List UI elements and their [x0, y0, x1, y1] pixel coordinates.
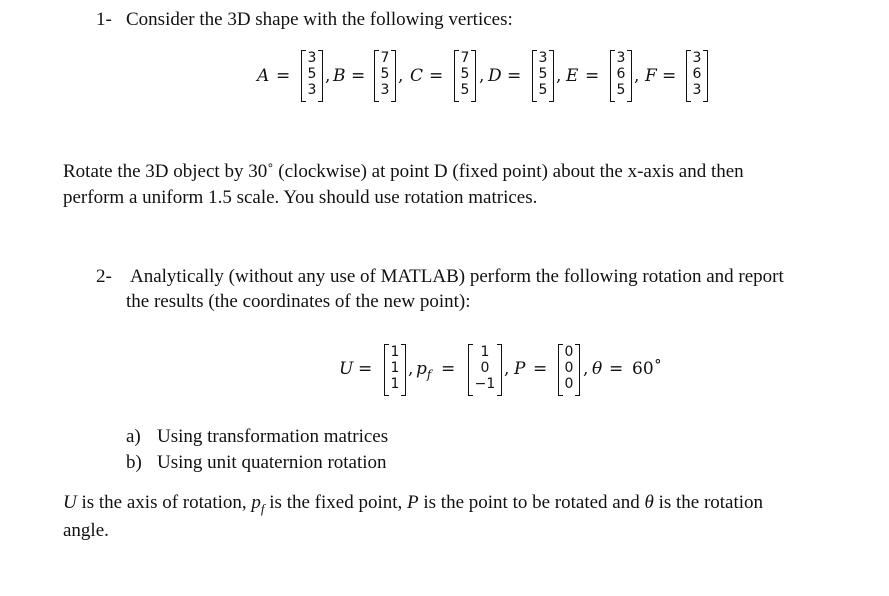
- description-line-2: angle.: [63, 520, 109, 541]
- vertex-b-vector: [374, 50, 396, 102]
- equals-sign: =: [662, 66, 677, 86]
- vector-entry: 3: [692, 82, 702, 98]
- vector-entry: 5: [460, 66, 470, 82]
- vector-entry: 6: [616, 66, 626, 82]
- equals-sign: =: [276, 66, 291, 86]
- comma: ,: [634, 66, 640, 86]
- vector-entry: 3: [692, 50, 702, 66]
- vector-entry: 1: [390, 344, 400, 360]
- point-p-label: P: [514, 359, 526, 379]
- vertex-d-label: D: [488, 66, 502, 86]
- point-p-vector: [558, 344, 580, 396]
- axis-u-label: U: [339, 359, 354, 379]
- q1-task-line-1: Rotate the 3D object by 30˚ (clockwise) at point D (fixed point) about the x-axis and then: [63, 161, 744, 182]
- q2-line-2: the results (the coordinates of the new point):: [126, 291, 471, 312]
- vertex-b-label: B: [333, 66, 346, 86]
- vector-entry: 3: [307, 50, 317, 66]
- equals-sign: =: [441, 359, 456, 379]
- vector-entry: 7: [460, 50, 470, 66]
- comma: ,: [398, 66, 404, 86]
- equals-sign: =: [429, 66, 444, 86]
- vector-entry: 0: [564, 344, 574, 360]
- comma: ,: [408, 359, 414, 379]
- vertex-c-vector: [454, 50, 476, 102]
- desc-text: is the point to be rotated and: [418, 492, 645, 513]
- vector-entry: 1: [390, 376, 400, 392]
- vertex-f-vector: [686, 50, 708, 102]
- vertex-f-label: F: [645, 66, 657, 86]
- vector-entry: 0: [564, 376, 574, 392]
- vertex-e-vector: [610, 50, 632, 102]
- desc-p: p: [251, 492, 261, 513]
- vertex-a-label: A: [257, 66, 270, 86]
- comma: ,: [325, 66, 331, 86]
- vector-entry: 5: [616, 82, 626, 98]
- desc-sub: f: [260, 500, 265, 516]
- description-line-1: [63, 490, 763, 522]
- vector-entry: 3: [616, 50, 626, 66]
- axis-u-vector: [384, 344, 406, 396]
- equals-sign: =: [351, 66, 366, 86]
- q1-task-line-2: perform a uniform 1.5 scale. You should use rotation matrices.: [63, 187, 538, 208]
- comma: ,: [479, 66, 485, 86]
- vector-entry: 5: [538, 82, 548, 98]
- vertex-a-vector: [301, 50, 323, 102]
- item-a-label: a): [126, 426, 141, 447]
- vector-entry: 3: [538, 50, 548, 66]
- vector-entry: 3: [380, 82, 390, 98]
- desc-u: U: [63, 492, 77, 513]
- vertex-d-vector: [532, 50, 554, 102]
- fixed-point-subscript: f: [426, 367, 432, 382]
- equals-sign: =: [507, 66, 522, 86]
- item-a-text: Using transformation matrices: [157, 426, 389, 447]
- comma: ,: [583, 359, 589, 379]
- vector-entry: 6: [692, 66, 702, 82]
- desc-p-upper: P: [407, 492, 419, 513]
- vector-entry: 0: [480, 360, 490, 376]
- vector-entry: 3: [307, 82, 317, 98]
- q2-number: 2-: [96, 266, 112, 287]
- comma: ,: [556, 66, 562, 86]
- theta-value: 60˚: [632, 359, 663, 379]
- vector-entry: −1: [474, 376, 496, 392]
- vertex-c-label: C: [410, 66, 424, 86]
- item-b-label: b): [126, 452, 142, 473]
- q1-heading: Consider the 3D shape with the following vertices:: [126, 9, 513, 30]
- vector-entry: 5: [460, 82, 470, 98]
- desc-text: is the fixed point,: [264, 492, 408, 513]
- item-b-text: Using unit quaternion rotation: [157, 452, 387, 473]
- vector-entry: 5: [538, 66, 548, 82]
- vector-entry: 1: [390, 360, 400, 376]
- vector-entry: 1: [480, 344, 490, 360]
- fixed-point-symbol: p: [416, 359, 427, 379]
- equals-sign: =: [585, 66, 600, 86]
- vector-entry: 5: [307, 66, 317, 82]
- vector-entry: 0: [564, 360, 574, 376]
- desc-text: is the axis of rotation,: [76, 492, 252, 513]
- q1-number: 1-: [96, 9, 112, 30]
- theta-label: θ: [592, 359, 603, 379]
- fixed-point-label: [416, 359, 431, 381]
- vector-entry: 5: [380, 66, 390, 82]
- fixed-point-vector: [468, 344, 502, 396]
- equals-sign: =: [358, 359, 373, 379]
- desc-theta: θ: [644, 492, 654, 513]
- equals-sign: =: [533, 359, 548, 379]
- equals-sign: =: [609, 359, 624, 379]
- vector-entry: 7: [380, 50, 390, 66]
- comma: ,: [504, 359, 510, 379]
- desc-text: is the rotation: [653, 492, 764, 513]
- vertex-e-label: E: [566, 66, 579, 86]
- q2-line-1: Analytically (without any use of MATLAB) perform the following rotation and report: [130, 266, 784, 287]
